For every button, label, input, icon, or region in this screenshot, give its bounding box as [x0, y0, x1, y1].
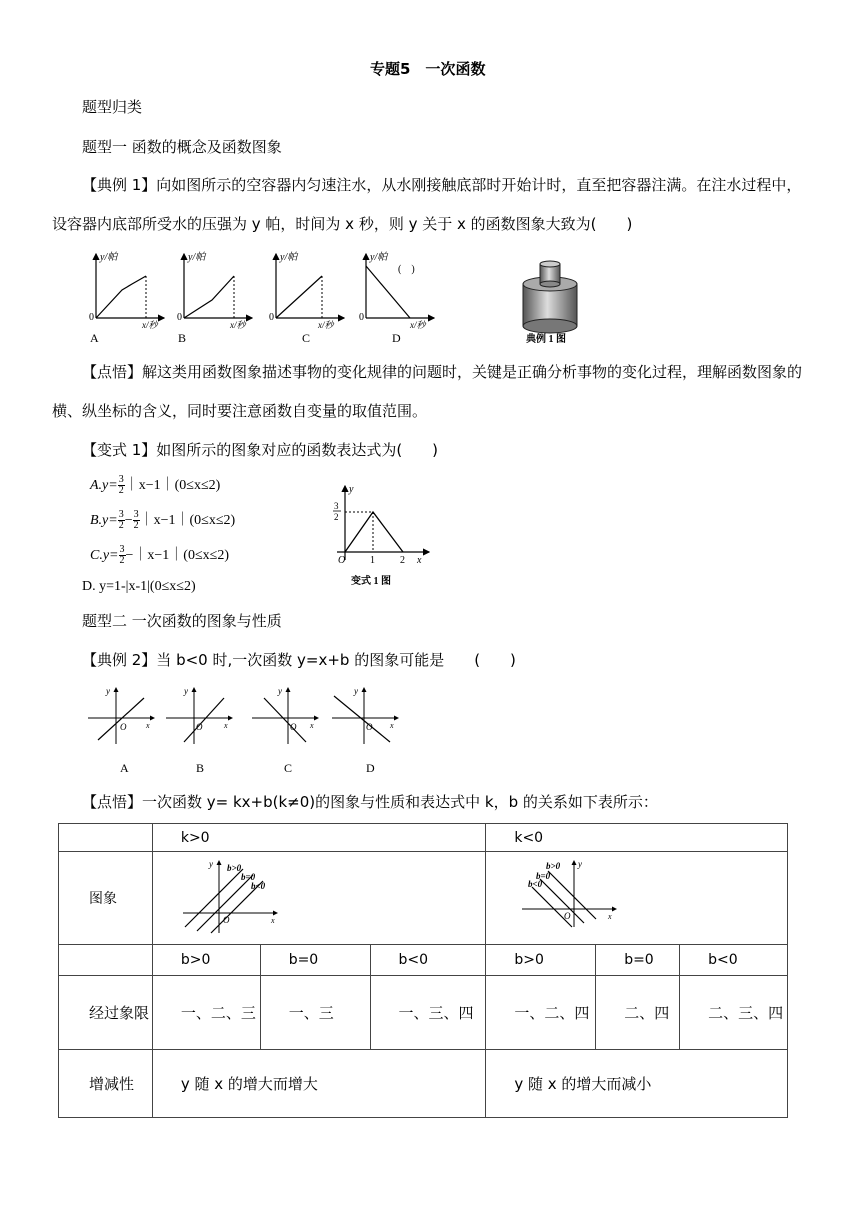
svg-text:O: O — [120, 722, 127, 732]
b-label-1: b>0 — [152, 945, 260, 976]
hint2: 【点悟】一次函数 y= kx+b(k≠0)的图象与性质和表达式中 k，b 的关系如下表所示： — [82, 793, 658, 811]
graph-b-ylabel: y/帕 — [188, 252, 206, 263]
quadrant-3: 一、三、四 — [370, 976, 486, 1050]
hint1-line2: 横、纵坐标的含义，同时要注意函数自变量的取值范围。 — [52, 402, 428, 420]
svg-text:b>0: b>0 — [546, 861, 561, 871]
row-quadrant-label: 经过象限 — [59, 976, 153, 1050]
svg-text:D: D — [366, 761, 375, 775]
svg-text:O: O — [366, 722, 373, 732]
svg-text:x: x — [270, 916, 275, 925]
svg-text:B: B — [196, 761, 205, 775]
graph-d-xlabel: x/秒 — [410, 320, 426, 330]
quadrant-1: 一、二、三 — [152, 976, 260, 1050]
svg-text:y: y — [278, 686, 282, 696]
k-pos-graph — [181, 857, 281, 935]
graph-c-option: C — [302, 331, 311, 345]
page-title: 专题5 一次函数 — [370, 60, 486, 78]
svg-text:y: y — [354, 686, 358, 696]
container-caption: 典例 1 图 — [526, 334, 566, 345]
svg-text:x: x — [310, 721, 314, 730]
example1-line2: 设容器内底部所受水的压强为 y 帕，时间为 x 秒，则 y 关于 x 的函数图象大致为( ) — [52, 215, 633, 233]
graph-b-option: B — [178, 331, 187, 345]
example1-graphs — [80, 248, 440, 346]
graph-a — [89, 251, 164, 345]
svg-text:b=0: b=0 — [240, 872, 255, 882]
ex2-graph-d — [332, 686, 398, 775]
variant1-option-d: D. y=1-|x-1|(0≤x≤2) — [82, 579, 196, 594]
graph-d-origin: 0 — [359, 312, 364, 323]
svg-text:x: x — [390, 721, 394, 730]
graph-c-ylabel: y/帕 — [280, 252, 298, 263]
v1-caption: 变式 1 图 — [351, 576, 391, 587]
b-label-6: b<0 — [680, 945, 788, 976]
svg-text:y: y — [106, 686, 110, 696]
svg-text:y: y — [578, 859, 583, 869]
b-label-4: b>0 — [486, 945, 596, 976]
v1-frac-num: 3 — [334, 501, 339, 511]
k-pos-header: k>0 — [152, 824, 486, 852]
ex2-graph-c — [252, 686, 318, 775]
v1-tick1: 1 — [370, 555, 375, 566]
ex2-graph-a — [88, 686, 154, 775]
graph-b-origin: 0 — [177, 312, 182, 323]
b-label-2: b=0 — [260, 945, 370, 976]
type1-heading: 题型一 函数的概念及函数图象 — [82, 138, 282, 156]
graph-c-xlabel: x/秒 — [318, 320, 334, 330]
variant1-figure — [325, 482, 435, 590]
b-label-3: b<0 — [370, 945, 486, 976]
graph-a-ylabel: y/帕 — [100, 252, 118, 263]
v1-tick2: 2 — [400, 555, 405, 566]
ex2-graph-b — [166, 686, 232, 775]
graph-a-option: A — [90, 331, 99, 345]
svg-text:x: x — [146, 721, 150, 730]
svg-text:b<0: b<0 — [528, 879, 543, 889]
example2: 【典例 2】当 b<0 时,一次函数 y=x+b 的图象可能是 ( ) — [82, 651, 516, 669]
hint1-line1: 【点悟】解这类用函数图象描述事物的变化规律的问题时，关键是正确分析事物的变化过程，理解函数图象的 — [82, 363, 803, 381]
quadrant-5: 二、四 — [596, 976, 680, 1050]
graph-d-paren: ( ) — [398, 264, 415, 275]
graph-d-option: D — [392, 331, 401, 345]
example2-graphs — [84, 684, 414, 778]
svg-text:O: O — [290, 722, 297, 732]
variant1-option-b: B.y= $\frac{3}{2}$ − $\frac{3}{2}$ ｜x−1｜(0≤x≤2) — [90, 509, 236, 532]
graph-a-origin: 0 — [89, 312, 94, 323]
variant1-question: 【变式 1】如图所示的图象对应的函数表达式为( ) — [82, 441, 439, 459]
svg-text:A: A — [120, 761, 129, 775]
row-mono-label: 增减性 — [59, 1050, 153, 1118]
svg-text:O: O — [564, 911, 571, 921]
svg-text:C: C — [284, 761, 293, 775]
quadrant-4: 一、二、四 — [486, 976, 596, 1050]
b-label-5: b=0 — [596, 945, 680, 976]
svg-text:b=0: b=0 — [536, 871, 551, 881]
graph-c-origin: 0 — [269, 312, 274, 323]
svg-text:b<0: b<0 — [250, 881, 265, 891]
graph-d — [359, 251, 434, 345]
svg-text:x: x — [224, 721, 228, 730]
variant1-option-c: C.y= $\frac{3}{2}$ −｜x−1｜(0≤x≤2) — [90, 544, 229, 567]
v1-frac-den: 2 — [334, 512, 339, 522]
properties-table — [58, 823, 788, 1118]
svg-text:y: y — [184, 686, 188, 696]
v1-origin: O — [338, 555, 346, 566]
row-graph-label: 图象 — [59, 852, 153, 945]
example1-line1: 【典例 1】向如图所示的空容器内匀速注水，从水刚接触底部时开始计时，直至把容器注满。在注水过程中， — [82, 176, 802, 194]
mono-neg: y 随 x 的增大而减小 — [486, 1050, 788, 1118]
mono-pos: y 随 x 的增大而增大 — [152, 1050, 486, 1118]
graph-d-ylabel: y/帕 — [370, 252, 388, 263]
v1-ylabel: y — [349, 484, 354, 495]
graph-c — [269, 251, 344, 345]
svg-text:b>0: b>0 — [226, 863, 241, 873]
quadrant-6: 二、三、四 — [680, 976, 788, 1050]
variant1-option-a: A.y= $\frac{3}{2}$ ｜x−1｜(0≤x≤2) — [90, 474, 221, 497]
k-neg-header: k<0 — [486, 824, 788, 852]
graph-a-xlabel: x/秒 — [142, 320, 158, 330]
svg-text:O: O — [222, 915, 230, 925]
type2-heading: 题型二 一次函数的图象与性质 — [82, 612, 282, 630]
svg-text:x: x — [608, 912, 612, 921]
svg-text:y: y — [208, 859, 213, 869]
k-neg-graph — [520, 857, 620, 935]
graph-b-xlabel: x/秒 — [230, 320, 246, 330]
container-figure — [516, 256, 596, 346]
svg-text:O: O — [196, 722, 203, 732]
section-heading: 题型归类 — [82, 98, 143, 116]
v1-xlabel: x — [417, 555, 422, 566]
quadrant-2: 一、三 — [260, 976, 370, 1050]
graph-b — [177, 251, 252, 345]
